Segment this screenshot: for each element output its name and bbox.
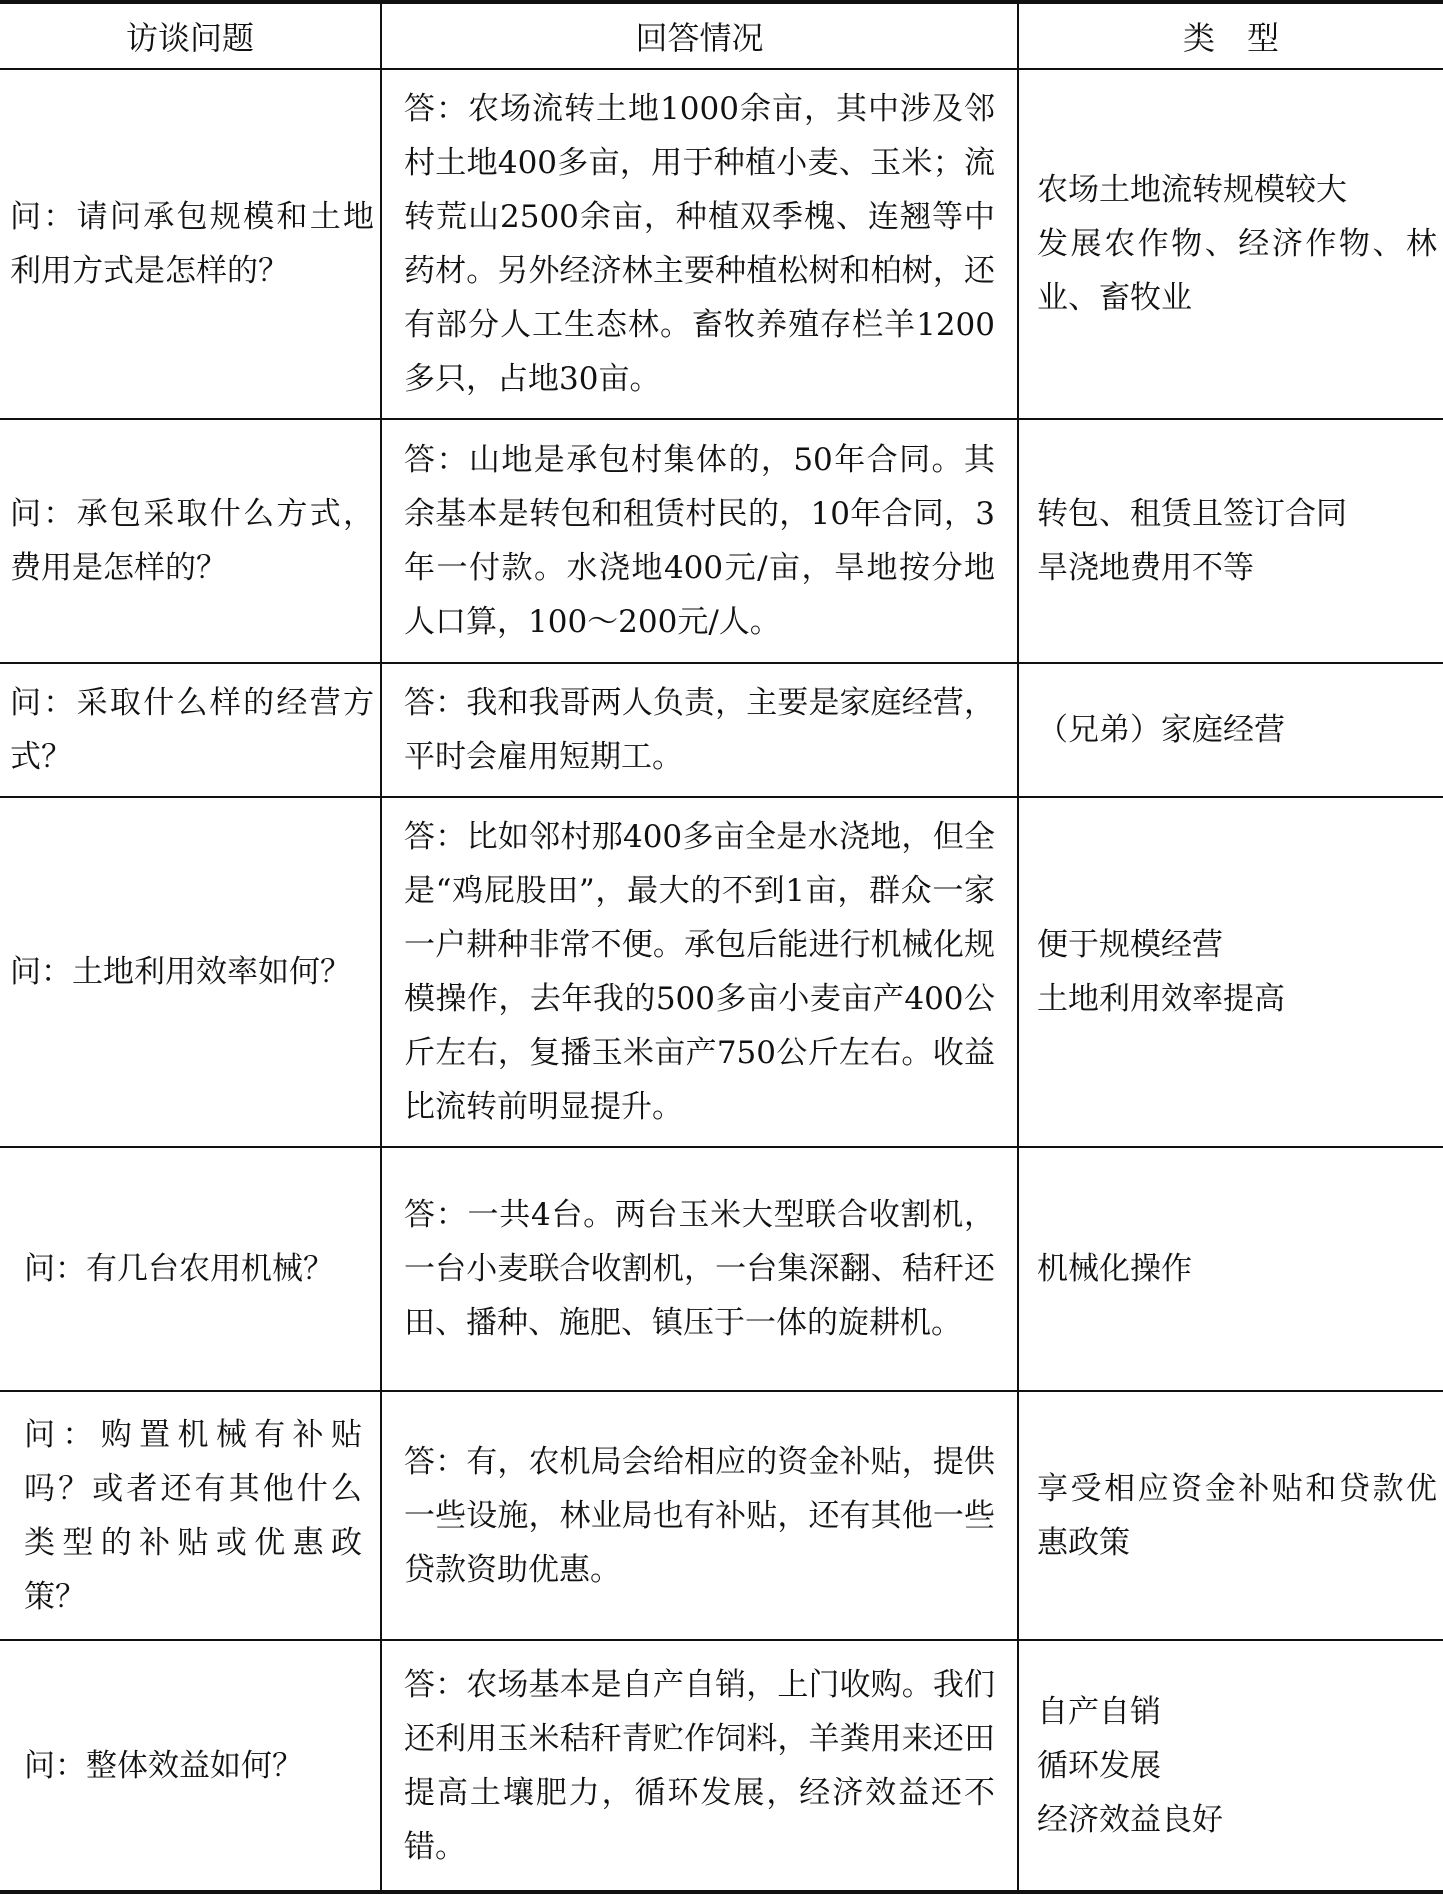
answer-cell: 答：农场流转土地1000余亩，其中涉及邻村土地400多亩，用于种植小麦、玉米；流转荒山2500余亩，种植双季槐、连翘等中药材。另外经济林主要种植松树和柏树，还有部分人工生态林。畜牧养殖存栏羊1200多只，占地30亩。 (381, 69, 1018, 419)
type-line: 自产自销 (1037, 1693, 1161, 1730)
question-cell: 问：土地利用效率如何？ (0, 797, 381, 1147)
table-header-row (0, 2, 1443, 69)
type-line: 转包、租赁且签订合同 (1037, 496, 1347, 532)
type-line: 农场土地流转规模较大 (1037, 172, 1347, 208)
table-row (0, 663, 1443, 797)
table-row (0, 1147, 1443, 1391)
type-cell (1018, 69, 1443, 419)
answer-cell: 答：农场基本是自产自销，上门收购。我们还利用玉米秸秆青贮作饲料，羊粪用来还田提高土壤肥力，循环发展，经济效益还不错。 (381, 1640, 1018, 1892)
type-cell (1018, 797, 1443, 1147)
type-line: （兄弟）家庭经营 (1037, 712, 1285, 748)
question-cell: 问：有几台农用机械？ (0, 1147, 381, 1391)
answer-cell: 答：我和我哥两人负责，主要是家庭经营，平时会雇用短期工。 (381, 663, 1018, 797)
header-answer: 回答情况 (381, 2, 1018, 69)
table-row (0, 1391, 1443, 1640)
type-line: 享受相应资金补贴和贷款优惠政策 (1037, 1470, 1437, 1561)
type-line: 便于规模经营 (1037, 927, 1223, 963)
answer-cell: 答：有，农机局会给相应的资金补贴，提供一些设施，林业局也有补贴，还有其他一些贷款资助优惠。 (381, 1391, 1018, 1640)
type-cell (1018, 1640, 1443, 1892)
table-row (0, 419, 1443, 663)
answer-cell: 答：山地是承包村集体的，50年合同。其余基本是转包和租赁村民的，10年合同，3年一付款。水浇地400元/亩，旱地按分地人口算，100～200元/人。 (381, 419, 1018, 663)
type-line: 发展农作物、经济作物、林业、畜牧业 (1037, 226, 1437, 316)
answer-cell: 答：一共4台。两台玉米大型联合收割机，一台小麦联合收割机，一台集深翻、秸秆还田、播种、施肥、镇压于一体的旋耕机。 (381, 1147, 1018, 1391)
table-row (0, 69, 1443, 419)
type-line: 经济效益良好 (1037, 1801, 1223, 1838)
type-cell (1018, 1391, 1443, 1640)
question-cell: 问：承包采取什么方式，费用是怎样的？ (0, 419, 381, 663)
question-cell: 问：采取什么样的经营方式？ (0, 663, 381, 797)
type-line: 机械化操作 (1037, 1251, 1192, 1287)
header-type: 类 型 (1018, 2, 1443, 69)
type-line: 土地利用效率提高 (1037, 981, 1285, 1017)
type-cell (1018, 1147, 1443, 1391)
table-row (0, 1640, 1443, 1892)
answer-cell: 答：比如邻村那400多亩全是水浇地，但全是“鸡屁股田”，最大的不到1亩，群众一家一户耕种非常不便。承包后能进行机械化规模操作，去年我的500多亩小麦亩产400公斤左右，复播玉米亩产750公斤左右。收益比流转前明显提升。 (381, 797, 1018, 1147)
type-cell (1018, 419, 1443, 663)
question-cell: 问：购置机械有补贴吗？或者还有其他什么类型的补贴或优惠政策？ (0, 1391, 381, 1640)
table-row (0, 797, 1443, 1147)
type-cell (1018, 663, 1443, 797)
question-cell: 问：整体效益如何？ (0, 1640, 381, 1892)
header-question: 访谈问题 (0, 2, 381, 69)
type-line: 循环发展 (1037, 1747, 1161, 1784)
type-line: 旱浇地费用不等 (1037, 550, 1254, 586)
question-cell: 问：请问承包规模和土地利用方式是怎样的？ (0, 69, 381, 419)
